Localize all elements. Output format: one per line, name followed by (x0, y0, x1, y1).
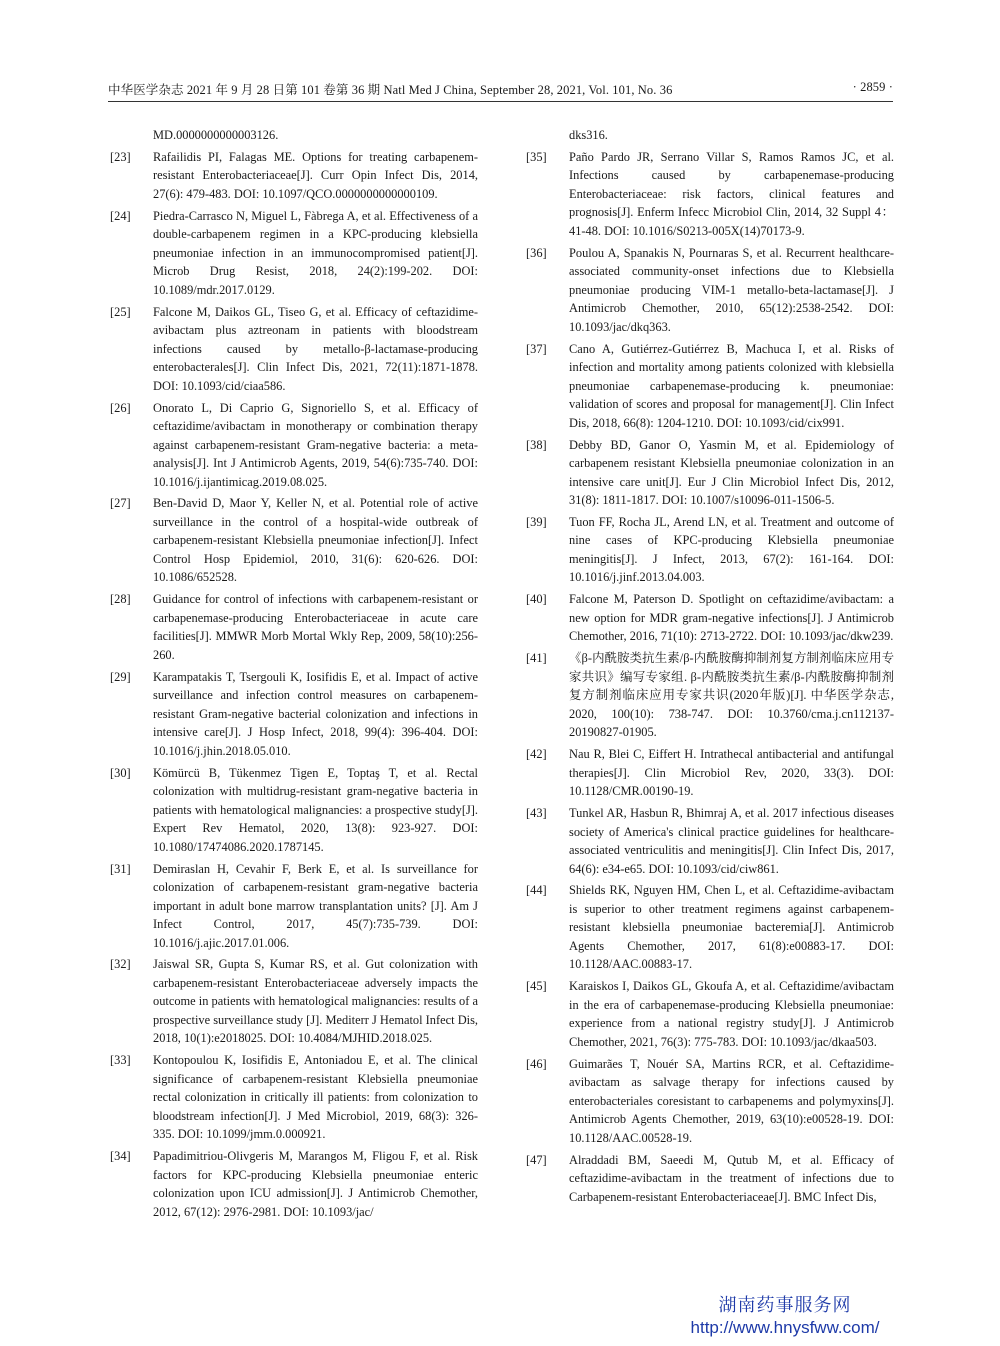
reference-34: [34] Papadimitriou-Olivgeris M, Marangos M, Fligou F, et al. Risk factors for KPC-producing Klebsiella pneumoniae enteric colonization upon ICU admission[J]. J Antimicrob Chemother, 2012, 67(12): 2976-2981. DOI: 10.1093/jac/ (110, 1149, 478, 1219)
reference-continued: MD.0000000000003126. (153, 128, 279, 142)
site-watermark (650, 1293, 920, 1339)
reference-28: [28] Guidance for control of infections with carbapenem-resistant or carbapenemase-producing Enterobacteriaceae in acute care facilities[J]. MMWR Morb Mortal Wkly Rep, 2009, 58(10):256-260. (110, 592, 478, 662)
reference-43: [43] Tunkel AR, Hasbun R, Bhimraj A, et al. 2017 infectious diseases society of America's clinical practice guidelines for healthcare-associated ventriculitis and meningitis[J]. Clin Infect Dis, 2017, 64(6): e34-e65. DOI: 10.1093/cid/ciw861. (526, 806, 894, 876)
reference-26: [26] Onorato L, Di Caprio G, Signoriello S, et al. Efficacy of ceftazidime/avibactam in monotherapy or combination therapy against carbapenem-resistant Gram-negative bacteria: a meta-analysis[J]. Int J Antimicrob Agents, 2019, 54(6):735-740. DOI: 10.1016/j.ijantimicag.2019.08.025. (110, 400, 478, 489)
reference-30: [30] Kömürcü B, Tükenmez Tigen E, Toptaş T, et al. Rectal colonization with multidrug-resistant gram-negative bacteria in patients with hematological malignancies: a prospective study[J]. Expert Rev Hematol, 2020, 13(8): 923-927. DOI: 10.1080/17474086.2020.1787145. (110, 765, 478, 854)
references-right-column (524, 126, 894, 1209)
reference-continued: dks316. (569, 128, 608, 142)
reference-39: [39] Tuon FF, Rocha JL, Arend LN, et al. Treatment and outcome of nine cases of KPC-producing Klebsiella pneumoniae meningitis[J]. J Infect, 2013, 67(2): 161-164. DOI: 10.1016/j.jinf.2013.04.003. (526, 514, 894, 585)
journal-citation: 中华医学杂志 2021 年 9 月 28 日第 101 卷第 36 期 Natl Med J China, September 28, 2021, Vol. 101, No. 36 (108, 83, 673, 97)
reference-37: [37] Cano A, Gutiérrez-Gutiérrez B, Machuca I, et al. Risks of infection and mortality among patients colonized with klebsiella pneumoniae carbapenemase-producing k. pneumoniae: validation of scores and proposal for management[J]. Clin Infect Dis, 2018, 66(8): 1204-1210. DOI: 10.1093/cid/cix991. (526, 341, 894, 430)
reference-46: [46] Guimarães T, Nouér SA, Martins RCR, et al. Ceftazidime-avibactam as salvage therapy for infections caused by enterobacteriales coresistant to carbapenems and polymyxins[J]. Antimicrob Agents Chemother, 2019, 63(10):e00528-19. DOI: 10.1128/AAC.00528-19. (526, 1056, 894, 1145)
header-rule (108, 101, 893, 102)
reference-42: [42] Nau R, Blei C, Eiffert H. Intrathecal antibacterial and antifungal therapies[J]. Clin Microbiol Rev, 2020, 33(3). DOI: 10.1128/CMR.00190-19. (526, 747, 894, 799)
reference-41: [41] 《β-内酰胺类抗生素/β-内酰胺酶抑制剂复方制剂临床应用专家共识》编写专家组. β-内酰胺类抗生素/β-内酰胺酶抑制剂复方制剂临床应用专家共识(2020年版)[J]. 中华医学杂志, 2020, 100(10): 738-747. DOI: 10.3760/cma.j.cn112137-20190827-01905. (526, 651, 894, 740)
reference-27: [27] Ben-David D, Maor Y, Keller N, et al. Potential role of active surveillance in the control of a hospital-wide outbreak of carbapenem-resistant Klebsiella pneumoniae infection[J]. Infect Control Hosp Epidemiol, 2010, 31(6): 620-626. DOI: 10.1086/652528. (110, 496, 478, 585)
reference-29: [29] Karampatakis T, Tsergouli K, Iosifidis E, et al. Impact of active surveillance and infection control measures on carbapenem-resistant Gram-negative bacterial colonization and infections in intensive care[J]. J Hosp Infect, 2018, 99(4): 396-404. DOI: 10.1016/j.jhin.2018.05.010. (110, 669, 478, 758)
reference-24: [24] Piedra-Carrasco N, Miguel L, Fàbrega A, et al. Effectiveness of a double-carbapenem regimen in a KPC-producing klebsiella pneumoniae infection in an immunocompromised patient[J]. Microb Drug Resist, 2018, 24(2):199-202. DOI: 10.1089/mdr.2017.0129. (110, 208, 478, 297)
reference-33: [33] Kontopoulou K, Iosifidis E, Antoniadou E, et al. The clinical significance of carbapenem-resistant Klebsiella pneumoniae rectal colonization in critically ill patients: from colonization to bloodstream infection[J]. J Med Microbiol, 2019, 68(3): 326-335. DOI: 10.1099/jmm.0.000921. (110, 1053, 478, 1142)
page-number: · 2859 · (852, 80, 893, 94)
reference-40: [40] Falcone M, Paterson D. Spotlight on ceftazidime/avibactam: a new option for MDR gram-negative infections[J]. J Antimicrob Chemother, 2016, 71(10): 2713-2722. DOI: 10.1093/jac/dkw239. (526, 592, 894, 644)
reference-31: [31] Demiraslan H, Cevahir F, Berk E, et al. Is surveillance for colonization of carbapenem-resistant gram-negative bacteria important in adult bone marrow transplantation units? [J]. Am J Infect Control, 2017, 45(7):735-739. DOI: 10.1016/j.ajic.2017.01.006. (110, 861, 478, 950)
watermark-site-name: 湖南药事服务网 (718, 1295, 852, 1315)
running-header (108, 80, 893, 100)
reference-23: [23] Rafailidis PI, Falagas ME. Options for treating carbapenem-resistant Enterobacteriaceae[J]. Curr Opin Infect Dis, 2014, 27(6): 479-483. DOI: 10.1097/QCO.0000000000000109. (110, 149, 478, 201)
reference-44: [44] Shields RK, Nguyen HM, Chen L, et al. Ceftazidime-avibactam is superior to other treatment regimens against carbapenem-resistant klebsiella pneumoniae bacteremia[J]. Antimicrob Agents Chemother, 2017, 61(8):e00883-17. DOI: 10.1128/AAC.00883-17. (526, 883, 894, 972)
reference-45: [45] Karaiskos I, Daikos GL, Gkoufa A, et al. Ceftazidime/avibactam in the era of carbapenemase-producing Klebsiella pneumoniae: experience from a national registry study[J]. J Antimicrob Chemother, 2021, 76(3): 775-783. DOI: 10.1093/jac/dkaa503. (526, 979, 894, 1049)
reference-25: [25] Falcone M, Daikos GL, Tiseo G, et al. Efficacy of ceftazidime-avibactam plus aztreonam in patients with bloodstream infections caused by metallo-β-lactamase-producing enterobacterales[J]. Clin Infect Dis, 2021, 72(11):1871-1878. DOI: 10.1093/cid/ciaa586. (110, 304, 478, 393)
reference-47: [47] Alraddadi BM, Saeedi M, Qutub M, et al. Efficacy of ceftazidime-avibactam in the treatment of infections due to Carbapenem-resistant Enterobacteriaceae[J]. BMC Infect Dis, (526, 1152, 894, 1204)
references-left-column (108, 126, 478, 1225)
reference-38: [38] Debby BD, Ganor O, Yasmin M, et al. Epidemiology of carbapenem resistant Klebsiella pneumoniae colonization in an intensive care unit[J]. Eur J Clin Microbiol Infect Dis, 2012, 31(8): 1811-1817. DOI: 10.1007/s10096-011-1506-5. (526, 437, 894, 508)
reference-36: [36] Poulou A, Spanakis N, Pournaras S, et al. Recurrent healthcare-associated community-onset infections due to Klebsiella pneumoniae producing VIM-1 metallo-beta-lactamase[J]. J Antimicrob Chemother, 2010, 65(12):2538-2542. DOI: 10.1093/jac/dkq363. (526, 245, 894, 334)
reference-35: [35] Paño Pardo JR, Serrano Villar S, Ramos Ramos JC, et al. Infections caused by carbapenemase-producing Enterobacteriaceae: risk factors, clinical features and prognosis[J]. Enferm Infecc Microbiol Clin, 2014, 32 Suppl 4：41-48. DOI: 10.1016/S0213-005X(14)70173-9. (526, 149, 894, 238)
watermark-url[interactable]: http://www.hnysfww.com/ (690, 1318, 880, 1337)
reference-32: [32] Jaiswal SR, Gupta S, Kumar RS, et al. Gut colonization with carbapenem-resistant Enterobacteriaceae adversely impacts the outcome in patients with hematological malignancies: results of a prospective surveillance study [J]. Mediterr J Hematol Infect Dis, 2018, 10(1):e2018025. DOI: 10.4084/MJHID.2018.025. (110, 957, 478, 1046)
